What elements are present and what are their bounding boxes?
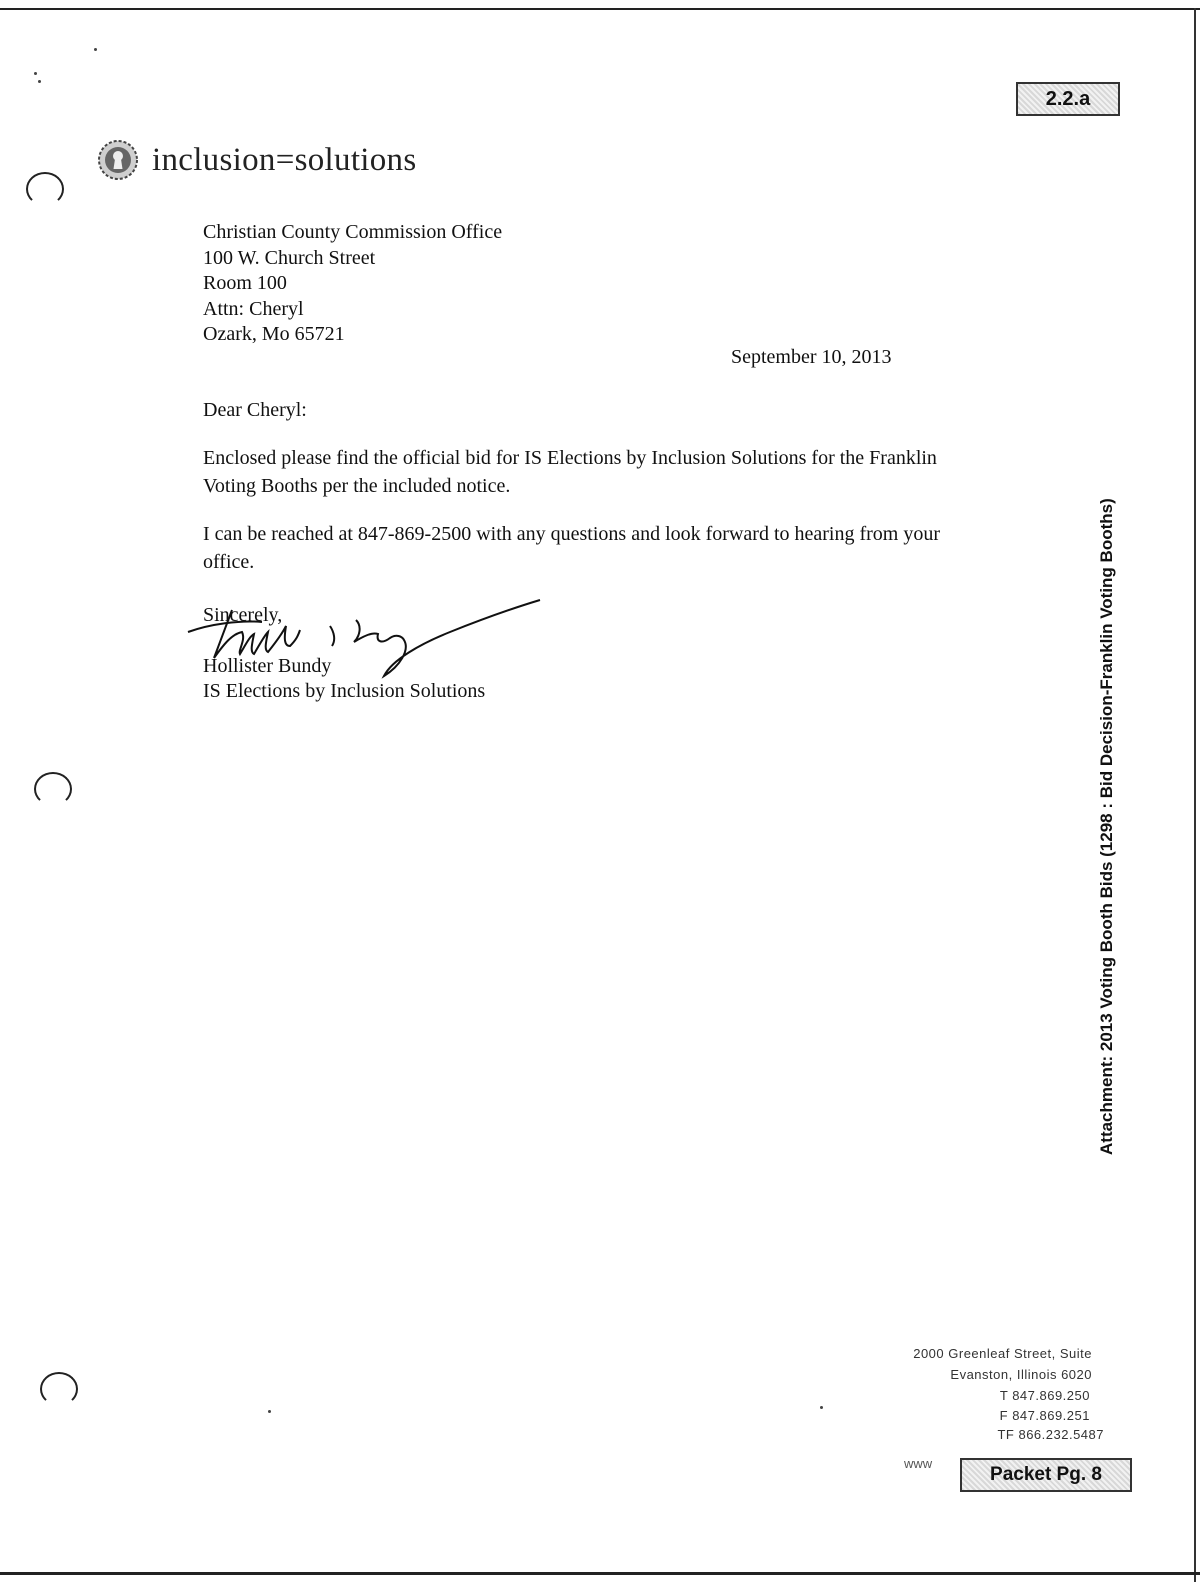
salutation: Dear Cheryl: <box>203 399 307 421</box>
scan-speck <box>820 1406 823 1409</box>
page-border-top <box>0 8 1200 10</box>
address-line: Ozark, Mo 65721 <box>203 323 345 345</box>
footer-fax: F 847.869.251 <box>999 1408 1090 1423</box>
signer-name: Hollister Bundy <box>203 655 332 677</box>
address-line: Christian County Commission Office <box>203 221 503 243</box>
punch-hole-middle <box>34 772 72 806</box>
address-line: Attn: Cheryl <box>203 298 304 320</box>
keyhole-icon <box>96 138 140 182</box>
scan-speck <box>34 72 37 75</box>
scan-speck <box>38 80 41 83</box>
address-line: 100 W. Church Street <box>203 247 376 269</box>
address-line: Room 100 <box>203 272 287 294</box>
attachment-side-note: Attachment: 2013 Voting Booth Bids (1298 : Bid Decision-Franklin Voting Booths) <box>1097 498 1116 1155</box>
body-paragraph: I can be reached at 847-869-2500 with any questions and look forward to hearing from your office. <box>203 523 941 573</box>
letter-date: September 10, 2013 <box>731 346 892 368</box>
footer-phone: T 847.869.250 <box>999 1388 1090 1403</box>
signer-organization: IS Elections by Inclusion Solutions <box>203 680 486 702</box>
punch-hole-bottom <box>40 1372 78 1406</box>
packet-page-stamp: Packet Pg. 8 <box>960 1458 1132 1492</box>
footer-street: 2000 Greenleaf Street, Suite <box>913 1346 1092 1361</box>
company-logo <box>96 138 417 182</box>
punch-hole-top <box>26 172 64 206</box>
page-border-right <box>1194 8 1196 1582</box>
page-border-bottom <box>0 1572 1200 1575</box>
footer-tollfree: TF 866.232.5487 <box>997 1427 1104 1442</box>
closing: Sincerely, <box>203 604 283 626</box>
scan-speck <box>94 48 97 51</box>
page-tag-stamp: 2.2.a <box>1016 82 1120 116</box>
scan-speck <box>268 1410 271 1413</box>
body-paragraph: Enclosed please find the official bid for IS Elections by Inclusion Solutions for the Franklin Voting Booths per the included notice. <box>203 447 937 497</box>
footer-website: www <box>904 1456 933 1471</box>
footer-city: Evanston, Illinois 6020 <box>950 1367 1092 1382</box>
logo-wordmark: inclusion=solutions <box>152 141 417 178</box>
